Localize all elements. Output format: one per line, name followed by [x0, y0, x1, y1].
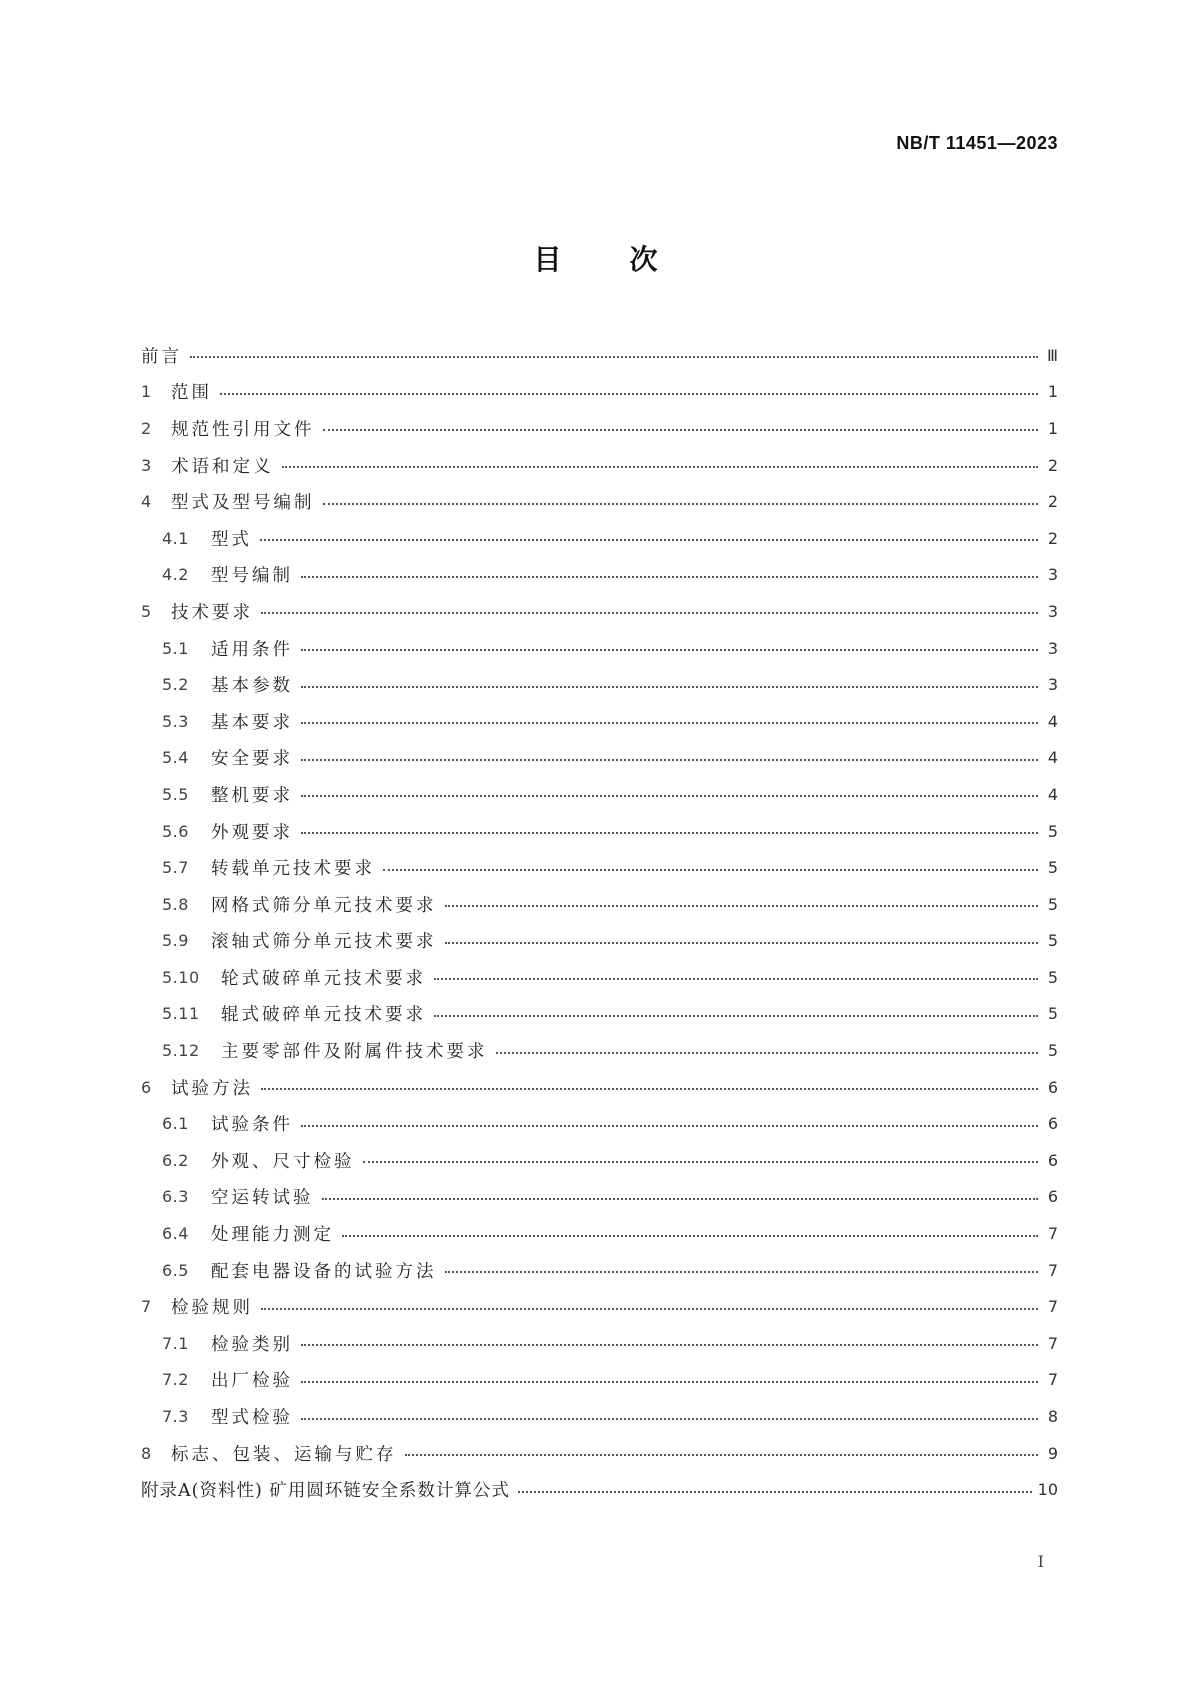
toc-entry-label: 滚轴式筛分单元技术要求 — [211, 932, 437, 953]
toc-entry-number: 4 — [141, 492, 152, 512]
toc-entry[interactable] — [141, 703, 1058, 740]
toc-entry-number: 4.1 — [162, 528, 189, 548]
dot-leader — [363, 1161, 1039, 1163]
toc-entry-label: 检验类别 — [211, 1334, 293, 1355]
toc-entry[interactable] — [141, 849, 1058, 886]
toc-entry[interactable] — [141, 959, 1058, 996]
dot-leader — [301, 795, 1038, 797]
dot-leader — [261, 1308, 1038, 1310]
toc-entry-number: 4.2 — [162, 565, 189, 585]
dot-leader — [261, 1088, 1038, 1090]
toc-entry[interactable] — [141, 1362, 1058, 1399]
toc-entry-number: 5.9 — [162, 931, 189, 951]
toc-entry-label: 检验规则 — [171, 1298, 253, 1319]
page-number: I — [1037, 1552, 1044, 1571]
toc-entry[interactable] — [141, 776, 1058, 813]
toc-entry-page: 4 — [1047, 784, 1058, 804]
toc-entry-label: 基本要求 — [211, 712, 293, 733]
toc-entry-number: 5.7 — [162, 858, 189, 878]
toc-entry-number: 6.2 — [162, 1150, 189, 1170]
toc-entry-number: 5.10 — [162, 967, 200, 987]
toc-entry-label: 转载单元技术要求 — [211, 859, 375, 880]
dot-leader — [301, 649, 1038, 651]
toc-entry-label: 主要零部件及附属件技术要求 — [221, 1042, 488, 1063]
dot-leader — [301, 1381, 1038, 1383]
toc-entry-number: 6.4 — [162, 1224, 189, 1244]
toc-entry-page: 6 — [1047, 1150, 1058, 1170]
toc-entry-label: 试验方法 — [171, 1078, 253, 1099]
dot-leader — [282, 466, 1039, 468]
dot-leader — [301, 832, 1038, 834]
toc-entry-label: 技术要求 — [171, 602, 253, 623]
toc-entry-page: 5 — [1047, 931, 1058, 951]
toc-entry[interactable] — [141, 1179, 1058, 1216]
toc-entry-number: 5.6 — [162, 821, 189, 841]
toc-entry-number: 3 — [141, 455, 152, 475]
toc-entry-label: 规范性引用文件 — [171, 419, 315, 440]
toc-entry-number: 5.11 — [162, 1004, 200, 1024]
toc-entry-page: 2 — [1047, 528, 1058, 548]
toc-entry-page: 4 — [1047, 748, 1058, 768]
toc-entry-page: 7 — [1047, 1370, 1058, 1390]
dot-leader — [220, 393, 1038, 395]
toc-entry-page: 6 — [1047, 1077, 1058, 1097]
toc-entry-page: 1 — [1047, 418, 1058, 438]
dot-leader — [301, 1344, 1038, 1346]
toc-entry[interactable] — [141, 1471, 1058, 1508]
toc-entry-page: 7 — [1047, 1224, 1058, 1244]
toc-entry-number: 2 — [141, 418, 152, 438]
toc-entry-number: 5.4 — [162, 748, 189, 768]
toc-entry-page: 3 — [1047, 638, 1058, 658]
toc-entry-label: 外观要求 — [211, 822, 293, 843]
toc-entry-page: 7 — [1047, 1333, 1058, 1353]
toc-entry-page: 2 — [1047, 455, 1058, 475]
dot-leader — [301, 759, 1038, 761]
toc-entry-number: 1 — [141, 382, 152, 402]
toc-entry-page: 5 — [1047, 821, 1058, 841]
toc-entry-label: 型号编制 — [211, 566, 293, 587]
toc-entry[interactable] — [141, 1105, 1058, 1142]
toc-entry-label: 适用条件 — [211, 639, 293, 660]
toc-entry-label: 范围 — [171, 383, 212, 404]
toc-entry-page: 5 — [1047, 858, 1058, 878]
toc-entry[interactable] — [141, 557, 1058, 594]
dot-leader — [434, 1015, 1038, 1017]
standard-code: NB/T 11451—2023 — [896, 133, 1058, 153]
toc-entry[interactable] — [141, 520, 1058, 557]
dot-leader — [445, 1271, 1039, 1273]
toc-entry[interactable] — [141, 886, 1058, 923]
toc-entry-page: 7 — [1047, 1260, 1058, 1280]
toc-entry[interactable] — [141, 447, 1058, 484]
toc-entry-page: 4 — [1047, 711, 1058, 731]
dot-leader — [496, 1052, 1039, 1054]
toc-entry-number: 6 — [141, 1077, 152, 1097]
table-of-contents — [141, 337, 1058, 1508]
toc-entry-label: 术语和定义 — [171, 456, 274, 477]
toc-entry-label: 整机要求 — [211, 785, 293, 806]
dot-leader — [405, 1454, 1039, 1456]
toc-entry-number: 6.1 — [162, 1114, 189, 1134]
toc-entry[interactable] — [141, 666, 1058, 703]
toc-entry-page: 3 — [1047, 675, 1058, 695]
toc-entry-number: 7 — [141, 1297, 152, 1317]
dot-leader — [260, 539, 1038, 541]
toc-entry-page: 6 — [1047, 1114, 1058, 1134]
dot-leader — [301, 722, 1038, 724]
toc-entry-label: 配套电器设备的试验方法 — [211, 1261, 437, 1282]
toc-entry-page: 6 — [1047, 1187, 1058, 1207]
toc-entry-label: 外观、尺寸检验 — [211, 1151, 355, 1172]
toc-entry[interactable] — [141, 593, 1058, 630]
toc-entry[interactable] — [141, 813, 1058, 850]
dot-leader — [445, 905, 1039, 907]
toc-entry-label: 网格式筛分单元技术要求 — [211, 895, 437, 916]
toc-entry-number: 7.2 — [162, 1370, 189, 1390]
dot-leader — [342, 1235, 1038, 1237]
toc-entry-label: 型式 — [211, 529, 252, 550]
toc-entry-page: 5 — [1047, 894, 1058, 914]
toc-entry-label: 处理能力测定 — [211, 1225, 334, 1246]
dot-leader — [518, 1491, 1032, 1493]
toc-entry-label: 轮式破碎单元技术要求 — [221, 968, 426, 989]
toc-entry[interactable] — [141, 483, 1058, 520]
toc-entry-page: 10 — [1037, 1480, 1058, 1500]
dot-leader — [383, 869, 1038, 871]
toc-entry-label: 辊式破碎单元技术要求 — [221, 1005, 426, 1026]
dot-leader — [434, 978, 1038, 980]
toc-entry[interactable] — [141, 337, 1058, 374]
toc-entry[interactable] — [141, 410, 1058, 447]
toc-entry[interactable] — [141, 1142, 1058, 1179]
toc-entry[interactable] — [141, 1325, 1058, 1362]
toc-entry-page: 5 — [1047, 1041, 1058, 1061]
toc-entry-number: 5.8 — [162, 894, 189, 914]
dot-leader — [261, 612, 1038, 614]
dot-leader — [301, 1418, 1038, 1420]
toc-entry-page: 8 — [1047, 1407, 1058, 1427]
toc-entry-page: 3 — [1047, 565, 1058, 585]
toc-entry-number: 8 — [141, 1443, 152, 1463]
toc-entry[interactable] — [141, 996, 1058, 1033]
toc-entry-number: 5.3 — [162, 711, 189, 731]
toc-entry-page: 5 — [1047, 1004, 1058, 1024]
toc-entry-number: 5.2 — [162, 675, 189, 695]
page-title: 目次 — [533, 243, 726, 276]
toc-entry-page: Ⅲ — [1046, 345, 1058, 365]
toc-entry[interactable] — [141, 1435, 1058, 1472]
dot-leader — [301, 686, 1038, 688]
toc-entry-page: 7 — [1047, 1297, 1058, 1317]
toc-entry[interactable] — [141, 1032, 1058, 1069]
toc-entry-number: 5.12 — [162, 1041, 200, 1061]
dot-leader — [445, 942, 1039, 944]
toc-entry-label: 型式检验 — [211, 1408, 293, 1429]
toc-entry[interactable] — [141, 1215, 1058, 1252]
toc-entry-number: 7.1 — [162, 1333, 189, 1353]
toc-entry-label: 前言 — [141, 346, 182, 367]
toc-entry-page: 3 — [1047, 601, 1058, 621]
toc-entry-number: 5.1 — [162, 638, 189, 658]
toc-entry-page: 2 — [1047, 492, 1058, 512]
toc-entry[interactable] — [141, 1398, 1058, 1435]
toc-entry-number: 7.3 — [162, 1407, 189, 1427]
toc-entry-page: 5 — [1047, 967, 1058, 987]
toc-entry[interactable] — [141, 630, 1058, 667]
toc-entry[interactable] — [141, 1069, 1058, 1106]
toc-entry-label: 空运转试验 — [211, 1188, 314, 1209]
toc-entry-page: 9 — [1047, 1443, 1058, 1463]
toc-entry-label: 附录A(资料性) 矿用圆环链安全系数计算公式 — [141, 1481, 510, 1502]
toc-entry-label: 标志、包装、运输与贮存 — [171, 1444, 397, 1465]
dot-leader — [323, 503, 1039, 505]
toc-entry[interactable] — [141, 1288, 1058, 1325]
toc-entry-number: 5 — [141, 601, 152, 621]
dot-leader — [190, 356, 1038, 358]
toc-entry-label: 出厂检验 — [211, 1371, 293, 1392]
toc-entry-label: 试验条件 — [211, 1115, 293, 1136]
toc-entry[interactable] — [141, 1252, 1058, 1289]
dot-leader — [301, 1125, 1038, 1127]
toc-entry[interactable] — [141, 740, 1058, 777]
toc-entry-label: 型式及型号编制 — [171, 493, 315, 514]
toc-entry-label: 基本参数 — [211, 676, 293, 697]
toc-entry-number: 5.5 — [162, 784, 189, 804]
toc-entry-label: 安全要求 — [211, 749, 293, 770]
toc-entry-number: 6.3 — [162, 1187, 189, 1207]
toc-entry[interactable] — [141, 374, 1058, 411]
dot-leader — [301, 576, 1038, 578]
dot-leader — [322, 1198, 1039, 1200]
toc-entry-number: 6.5 — [162, 1260, 189, 1280]
toc-entry[interactable] — [141, 923, 1058, 960]
toc-entry-page: 1 — [1047, 382, 1058, 402]
dot-leader — [323, 429, 1039, 431]
